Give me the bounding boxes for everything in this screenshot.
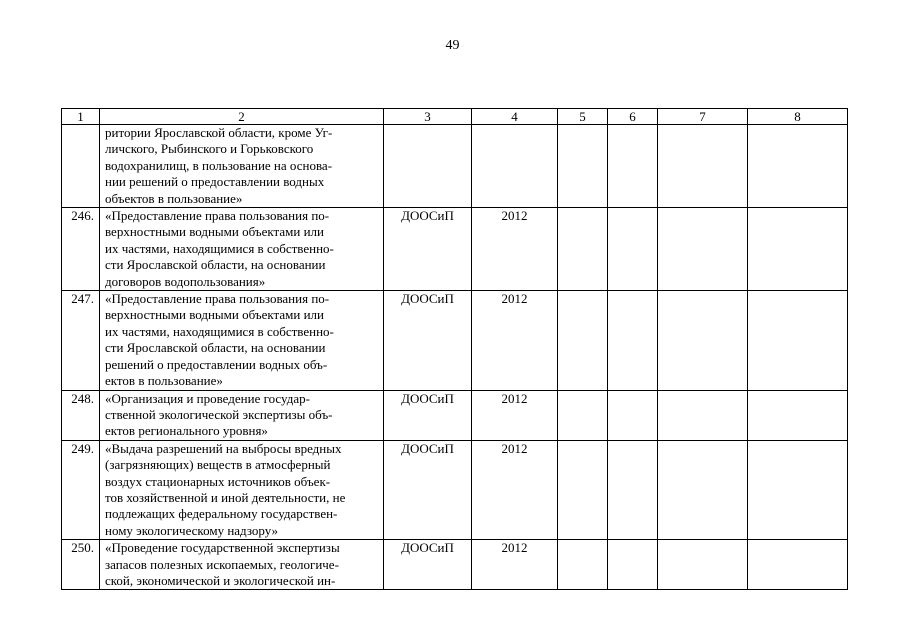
- empty-cell: [658, 291, 748, 390]
- description-line: договоров водопользования»: [105, 273, 266, 289]
- empty-cell: [558, 540, 608, 590]
- empty-cell: [658, 125, 748, 208]
- service-description: [100, 390, 384, 440]
- description-line: верхностными водными объектами или: [105, 307, 324, 323]
- description-line: решений о предоставлении водных объ-: [105, 356, 328, 372]
- empty-cell: [748, 125, 848, 208]
- responsible-authority: ДООСиП: [384, 208, 472, 291]
- table-row: [62, 540, 848, 590]
- description-line: тов хозяйственной и иной деятельности, не: [105, 489, 346, 505]
- empty-cell: [558, 208, 608, 291]
- description-line: ритории Ярославской области, кроме Уг-: [105, 125, 333, 140]
- responsible-authority: [384, 125, 472, 208]
- service-description: [100, 540, 384, 590]
- description-line: водохранилищ, в пользование на основа-: [105, 157, 333, 173]
- description-line: их частями, находящимися в собственно-: [105, 323, 334, 339]
- column-header: 7: [658, 109, 748, 125]
- empty-cell: [658, 540, 748, 590]
- empty-cell: [608, 440, 658, 539]
- column-header: 2: [100, 109, 384, 125]
- description-line: «Выдача разрешений на выбросы вредных: [105, 440, 342, 456]
- empty-cell: [558, 291, 608, 390]
- empty-cell: [608, 125, 658, 208]
- row-number: 249.: [62, 440, 100, 539]
- service-description: [100, 208, 384, 291]
- empty-cell: [558, 125, 608, 208]
- services-table: [61, 108, 848, 590]
- empty-cell: [658, 208, 748, 291]
- description-line: их частями, находящимися в собственно-: [105, 240, 334, 256]
- year: 2012: [472, 440, 558, 539]
- description-line: сти Ярославской области, на основании: [105, 257, 326, 273]
- responsible-authority: ДООСиП: [384, 390, 472, 440]
- year: 2012: [472, 540, 558, 590]
- empty-cell: [558, 390, 608, 440]
- year: 2012: [472, 390, 558, 440]
- table-row: [62, 208, 848, 291]
- description-line: ектов в пользование»: [105, 373, 223, 389]
- table-row: [62, 291, 848, 390]
- empty-cell: [608, 291, 658, 390]
- empty-cell: [748, 540, 848, 590]
- row-number: 250.: [62, 540, 100, 590]
- description-line: ственной экологической экспертизы объ-: [105, 406, 333, 422]
- description-line: подлежащих федеральному государствен-: [105, 506, 338, 522]
- empty-cell: [608, 208, 658, 291]
- page-number: 49: [445, 38, 460, 53]
- table-row: [62, 440, 848, 539]
- empty-cell: [608, 540, 658, 590]
- description-line: «Организация и проведение государ-: [105, 390, 310, 406]
- row-number: [62, 125, 100, 208]
- description-line: (загрязняющих) веществ в атмосферный: [105, 457, 331, 473]
- empty-cell: [608, 390, 658, 440]
- description-line: нии решений о предоставлении водных: [105, 174, 325, 190]
- row-number: 247.: [62, 291, 100, 390]
- column-header: 8: [748, 109, 848, 125]
- responsible-authority: ДООСиП: [384, 440, 472, 539]
- table-row: [62, 125, 848, 208]
- service-description: [100, 291, 384, 390]
- description-line: «Проведение государственной экспертизы: [105, 540, 340, 556]
- column-header: 1: [62, 109, 100, 125]
- description-line: верхностными водными объектами или: [105, 224, 324, 240]
- responsible-authority: ДООСиП: [384, 291, 472, 390]
- description-line: воздух стационарных источников объек-: [105, 473, 331, 489]
- description-line: ному экологическому надзору»: [105, 522, 279, 538]
- description-line: ской, экономической и экологической ин-: [105, 572, 336, 588]
- year: 2012: [472, 208, 558, 291]
- row-number: 246.: [62, 208, 100, 291]
- service-description: [100, 125, 384, 208]
- description-line: личского, Рыбинского и Горьковского: [105, 141, 314, 157]
- empty-cell: [558, 440, 608, 539]
- empty-cell: [658, 440, 748, 539]
- description-line: ектов регионального уровня»: [105, 423, 268, 439]
- description-line: объектов в пользование»: [105, 190, 243, 206]
- description-line: запасов полезных ископаемых, геологиче-: [105, 556, 339, 572]
- empty-cell: [748, 440, 848, 539]
- responsible-authority: ДООСиП: [384, 540, 472, 590]
- year: 2012: [472, 291, 558, 390]
- header-row: [62, 109, 848, 125]
- empty-cell: [658, 390, 748, 440]
- description-line: «Предоставление права пользования по-: [105, 208, 330, 224]
- table-body: [62, 125, 848, 590]
- empty-cell: [748, 291, 848, 390]
- column-header: 5: [558, 109, 608, 125]
- column-header: 6: [608, 109, 658, 125]
- service-description: [100, 440, 384, 539]
- year: [472, 125, 558, 208]
- empty-cell: [748, 208, 848, 291]
- column-header: 4: [472, 109, 558, 125]
- description-line: «Предоставление права пользования по-: [105, 291, 330, 307]
- column-header: 3: [384, 109, 472, 125]
- table-row: [62, 390, 848, 440]
- row-number: 248.: [62, 390, 100, 440]
- empty-cell: [748, 390, 848, 440]
- description-line: сти Ярославской области, на основании: [105, 340, 326, 356]
